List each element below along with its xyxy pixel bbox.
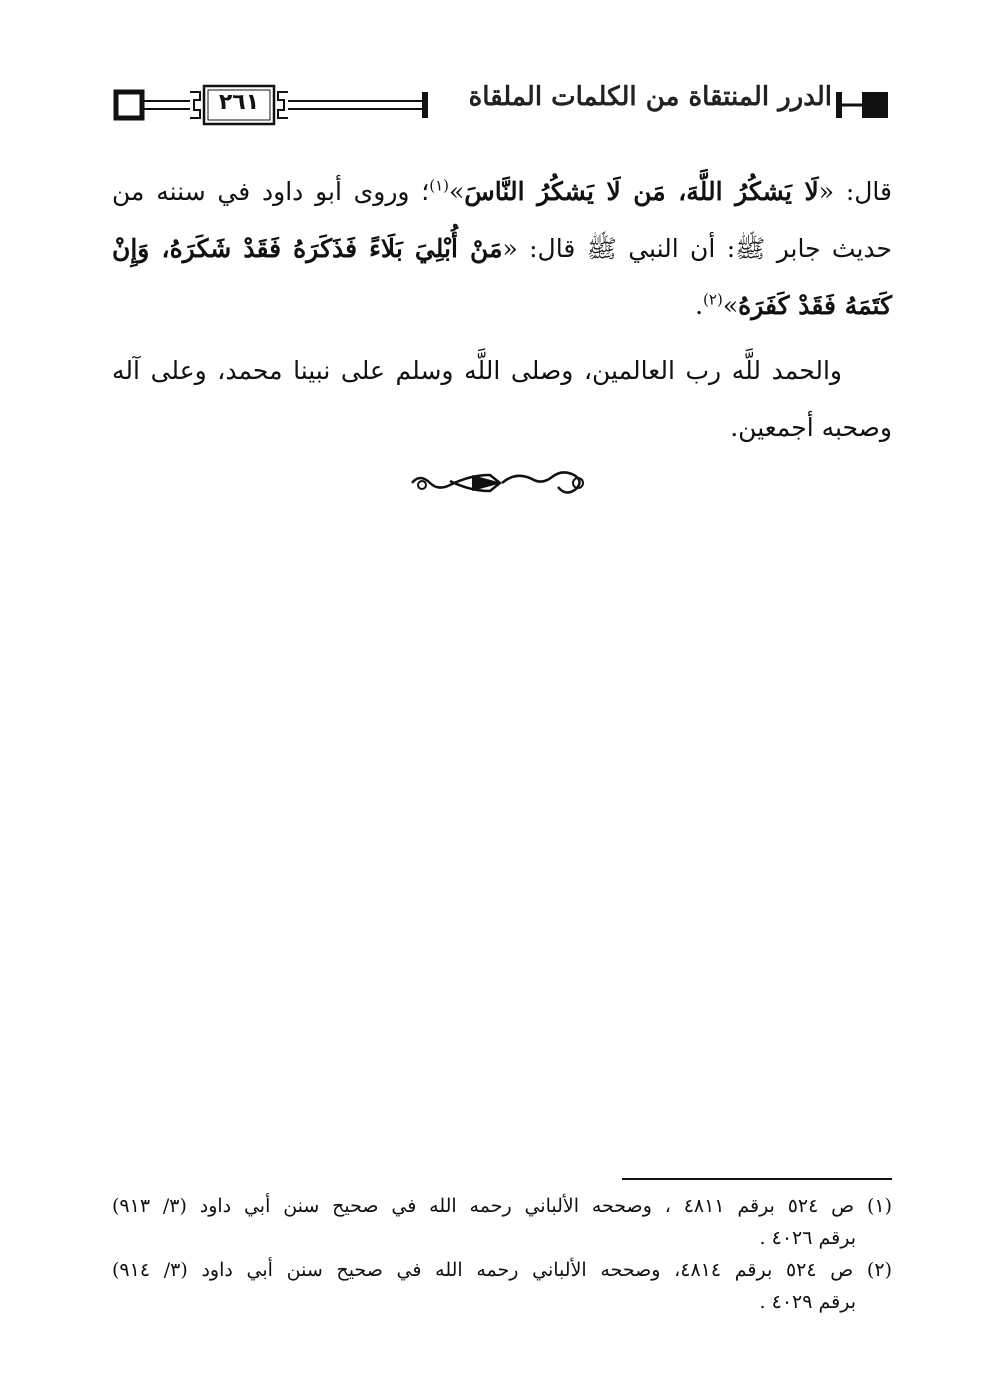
body-text [112,163,892,456]
footnote-text: برقم ٤٠٢٦ . [759,1227,856,1249]
footnote-separator [622,1178,892,1180]
text-run: . [695,291,704,320]
text-run: » [722,291,739,320]
footnote-text: (١) ص ٥٢٤ برقم ٤٨١١ ، وصححه الألباني رحمه الله في صحيح سنن أبي داود (٣/ ٩١٣) [112,1195,893,1217]
footnote-ref-2[interactable]: (٢) [703,290,723,309]
footnote-text: برقم ٤٠٢٩ . [759,1291,856,1313]
paragraph-1 [112,163,892,334]
text-run: » [448,177,465,206]
paragraph-2: والحمد للَّه رب العالمين، وصلى اللَّه وسلم على نبينا محمد، وعلى آله وصحبه أجمعين. [112,356,892,442]
hadith-quote: مَنْ أُبْلِيَ بَلَاءً فَذَكَرَهُ فَقَدْ شَكَرَهُ، وَإِنْ كَتَمَهُ فَقَدْ كَفَرَهُ [112,234,892,320]
footnote-ref-1[interactable]: (١) [429,176,449,195]
text-run: ؛ وروى أبو داود في سننه من حديث جابر ﷺ: أن النبي ﷺ قال: « [112,177,892,263]
hadith-quote: لَا يَشكُرُ اللَّهَ، مَن لَا يَشكُرُ النَّاسَ [464,177,819,206]
ornament-divider-icon [402,465,602,501]
book-title: الدرر المنتقاة من الكلمات الملقاة [468,82,832,112]
page-header [112,78,892,132]
footnote-1 [112,1190,892,1254]
text-run: قال: « [818,177,892,206]
footnotes [112,1190,892,1318]
page-number: ٢٦١ [218,90,260,115]
footnote-text: (٢) ص ٥٢٤ برقم ٤٨١٤، وصححه الألباني رحمه الله في صحيح سنن أبي داود (٣/ ٩١٤) [112,1259,892,1281]
footnote-2 [112,1254,892,1318]
